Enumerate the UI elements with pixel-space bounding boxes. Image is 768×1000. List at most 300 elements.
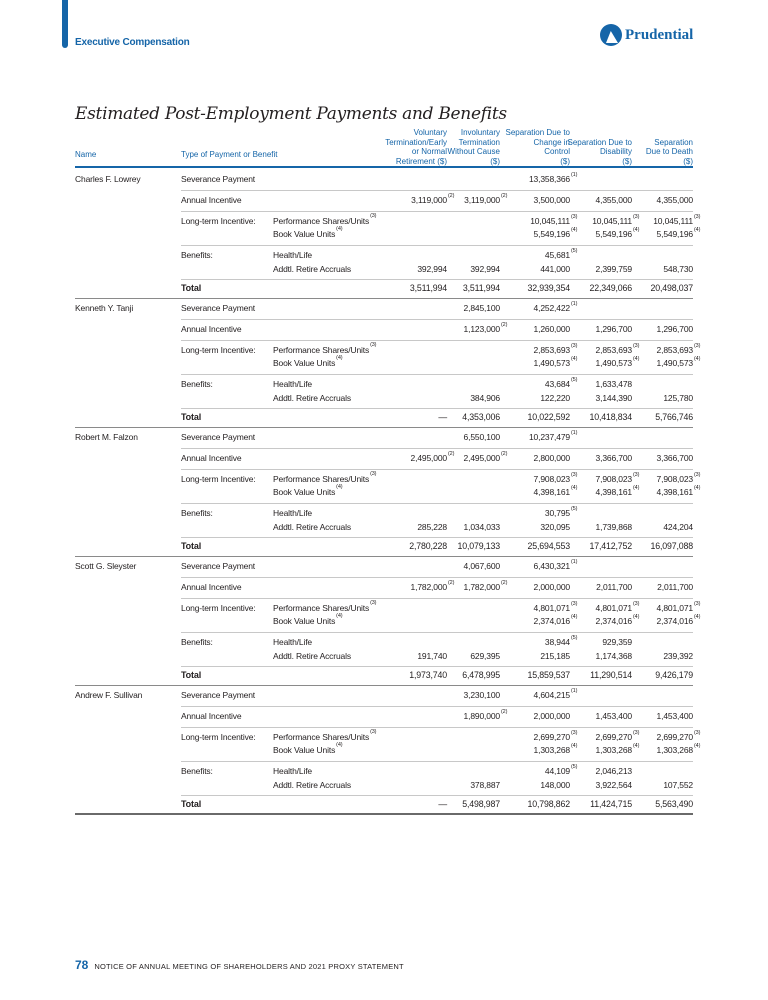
row-divider	[181, 503, 693, 504]
header-line: Termination	[458, 137, 500, 147]
value-cell	[533, 559, 578, 571]
value-cell	[595, 730, 640, 742]
value-text: 1,296,700	[656, 324, 693, 334]
row-label	[181, 283, 201, 293]
row-label	[181, 474, 255, 484]
footnote-ref: (3)	[370, 471, 377, 478]
value-cell	[533, 485, 578, 497]
footnote-ref: (3)	[633, 472, 640, 478]
value-text: 5,549,196	[533, 229, 570, 239]
value-text: 1,303,268	[533, 745, 570, 755]
executive-name: Scott G. Sleyster	[75, 561, 137, 571]
footnote-ref: (3)	[571, 214, 578, 220]
value-cell	[663, 264, 693, 274]
footnote-ref: (3)	[571, 730, 578, 736]
value-cell	[663, 393, 693, 403]
value-text: 1,260,000	[533, 324, 570, 334]
value-cell	[596, 651, 632, 661]
value-text: 441,000	[540, 264, 570, 274]
value-text: 1,453,400	[595, 711, 632, 721]
value-cell	[595, 356, 640, 368]
row-label	[181, 412, 201, 422]
page-footer	[75, 958, 404, 972]
row-divider	[181, 795, 693, 796]
value-cell	[464, 303, 500, 313]
value-cell	[527, 799, 570, 809]
value-text: 3,511,994	[462, 283, 500, 293]
value-cell	[410, 580, 455, 592]
value-text: 11,424,715	[590, 799, 632, 809]
label-text: Health/Life	[273, 508, 312, 518]
value-text: 929,359	[602, 637, 632, 647]
label-text: Severance Payment	[181, 174, 255, 184]
footnote-ref: (1)	[571, 430, 578, 436]
value-cell	[528, 430, 578, 442]
value-text: 7,908,023	[533, 474, 570, 484]
footnote-ref: (2)	[501, 709, 508, 715]
value-text: 1,453,400	[656, 711, 693, 721]
row-divider	[181, 408, 693, 409]
value-cell	[540, 651, 570, 661]
label-text: Book Value Units	[273, 358, 336, 368]
value-text: 7,908,023	[595, 474, 632, 484]
footnote-ref: (2)	[501, 193, 508, 199]
value-text: 4,398,161	[656, 487, 693, 497]
value-text: 125,780	[663, 393, 693, 403]
value-text: 5,549,196	[656, 229, 693, 239]
row-divider	[181, 211, 693, 212]
footnote-ref: (3)	[571, 601, 578, 607]
value-cell	[657, 453, 693, 463]
value-text: 2,000,000	[533, 582, 570, 592]
value-cell	[470, 780, 500, 790]
row-divider	[181, 577, 693, 578]
footnote-ref: (1)	[571, 688, 578, 694]
label-text: Total	[181, 541, 202, 551]
label-text: Book Value Units	[273, 229, 336, 239]
value-cell	[534, 453, 570, 463]
footnote-ref: (4)	[694, 356, 701, 362]
value-text: 392,994	[417, 264, 447, 274]
value-text: 1,490,573	[533, 358, 570, 368]
footnote-ref: (4)	[336, 226, 343, 233]
header-line: Voluntary	[413, 128, 447, 137]
row-sublabel	[273, 484, 343, 497]
value-cell	[410, 451, 455, 463]
row-label	[181, 379, 213, 389]
value-text: 44,109	[544, 766, 570, 776]
value-text: 1,034,033	[463, 522, 500, 532]
value-cell	[656, 227, 701, 239]
row-label	[181, 432, 255, 442]
value-text: 1,739,868	[595, 522, 632, 532]
row-label	[181, 670, 201, 680]
footnote-ref: (3)	[633, 730, 640, 736]
footnote-ref: (4)	[571, 485, 578, 491]
label-text: Benefits:	[181, 379, 213, 389]
value-text: 3,922,564	[595, 780, 632, 790]
value-cell	[534, 711, 570, 721]
footnote-ref: (4)	[633, 743, 640, 749]
value-cell	[533, 472, 578, 484]
footnote-ref: (4)	[336, 355, 343, 362]
row-sublabel	[273, 651, 351, 661]
footnote-ref: (3)	[571, 343, 578, 349]
label-text: Performance Shares/Units	[273, 603, 370, 613]
value-text: 148,000	[540, 780, 570, 790]
value-cell	[656, 730, 701, 742]
value-cell	[527, 412, 570, 422]
value-text: 4,353,006	[462, 412, 500, 422]
value-cell	[595, 227, 640, 239]
value-text: 2,011,700	[596, 582, 632, 592]
value-text: 10,798,862	[527, 799, 570, 809]
value-cell	[544, 764, 578, 776]
label-text: Performance Shares/Units	[273, 345, 370, 355]
value-text: 10,022,592	[527, 412, 570, 422]
footnote-ref: (4)	[694, 227, 701, 233]
label-text: Long-term Incentive:	[181, 732, 256, 742]
value-cell	[656, 601, 701, 613]
value-cell	[533, 301, 578, 313]
value-cell	[464, 193, 508, 205]
footnote-ref: (1)	[571, 301, 578, 307]
footnote-ref: (3)	[370, 600, 377, 607]
value-text: 38,944	[544, 637, 570, 647]
value-cell	[464, 561, 500, 571]
value-text: 3,230,100	[463, 690, 500, 700]
value-cell	[650, 541, 693, 551]
value-cell	[438, 799, 447, 809]
value-text: 392,994	[470, 264, 500, 274]
row-sublabel	[273, 250, 312, 260]
value-cell	[457, 541, 500, 551]
value-text: 45,681	[544, 250, 570, 260]
footnote-ref: (4)	[571, 614, 578, 620]
value-cell	[596, 195, 632, 205]
row-sublabel	[273, 393, 351, 403]
value-text: 2,800,000	[533, 453, 570, 463]
header-line: Separation Due to	[567, 137, 632, 147]
value-text: 13,358,366	[528, 174, 570, 184]
col-header-involuntary	[448, 128, 500, 166]
row-sublabel	[273, 742, 343, 755]
executive-name: Kenneth Y. Tanji	[75, 303, 134, 313]
executive-divider	[75, 813, 693, 815]
value-cell	[596, 453, 632, 463]
footnote-ref: (5)	[571, 248, 578, 254]
footnote-ref: (3)	[370, 342, 377, 349]
row-divider	[181, 245, 693, 246]
value-text: 4,355,000	[656, 195, 693, 205]
label-text: Total	[181, 799, 202, 809]
row-sublabel	[273, 213, 377, 226]
value-text: 1,490,573	[656, 358, 693, 368]
value-text: 4,355,000	[595, 195, 632, 205]
row-label	[181, 766, 213, 776]
value-text: 7,908,023	[656, 474, 693, 484]
header-line: Control	[544, 147, 570, 156]
value-text: 1,890,000	[463, 711, 500, 721]
label-text: Book Value Units	[273, 487, 336, 497]
value-cell	[463, 451, 508, 463]
executive-name: Andrew F. Sullivan	[75, 690, 143, 700]
executive-block	[0, 428, 768, 557]
row-sublabel	[273, 766, 312, 776]
value-cell	[527, 670, 570, 680]
footnote-ref: (4)	[633, 356, 640, 362]
label-text: Annual Incentive	[181, 453, 242, 463]
value-cell	[602, 637, 632, 647]
rock-logo-icon	[600, 24, 622, 46]
footnote-ref: (3)	[694, 343, 701, 349]
footnote-ref: (4)	[571, 356, 578, 362]
label-text: Health/Life	[273, 637, 312, 647]
value-text: 2,046,213	[595, 766, 632, 776]
header-line: ($)	[560, 156, 570, 166]
value-text: 2,011,700	[657, 582, 693, 592]
value-text: 10,079,133	[457, 541, 500, 551]
value-cell	[544, 635, 578, 647]
row-sublabel	[273, 522, 351, 532]
header-line: Separation Due to	[505, 128, 570, 137]
value-text: —	[438, 412, 447, 422]
label-text: Total	[181, 283, 202, 293]
value-cell	[589, 283, 632, 293]
value-text: 30,795	[544, 508, 570, 518]
value-text: 4,801,071	[533, 603, 570, 613]
footnote-ref: (4)	[571, 227, 578, 233]
label-text: Addtl. Retire Accruals	[273, 651, 351, 661]
value-text: —	[438, 799, 447, 809]
footnote-ref: (5)	[571, 764, 578, 770]
value-cell	[533, 614, 578, 626]
value-text: 1,296,700	[595, 324, 632, 334]
value-cell	[411, 193, 455, 205]
footnote-ref: (5)	[571, 635, 578, 641]
value-cell	[463, 709, 508, 721]
row-divider	[181, 632, 693, 633]
value-cell	[533, 688, 578, 700]
footnote-ref: (4)	[571, 743, 578, 749]
value-cell	[527, 283, 570, 293]
value-text: 285,228	[417, 522, 447, 532]
value-cell	[592, 214, 640, 226]
value-cell	[409, 541, 447, 551]
value-text: 9,426,179	[655, 670, 693, 680]
value-text: 3,119,000	[411, 195, 447, 205]
footnote-ref: (3)	[370, 729, 377, 736]
value-text: 378,887	[470, 780, 500, 790]
label-text: Performance Shares/Units	[273, 732, 370, 742]
value-cell	[533, 743, 578, 755]
value-cell	[540, 522, 570, 532]
row-label	[181, 561, 255, 571]
value-text: 10,237,479	[528, 432, 570, 442]
value-text: 2,845,100	[463, 303, 500, 313]
value-cell	[596, 766, 632, 776]
value-cell	[590, 670, 632, 680]
label-text: Health/Life	[273, 766, 312, 776]
row-divider	[181, 469, 693, 470]
value-text: 4,067,600	[463, 561, 500, 571]
value-text: 4,398,161	[533, 487, 570, 497]
value-text: 25,694,553	[527, 541, 570, 551]
executive-block	[0, 686, 768, 815]
value-text: 548,730	[663, 264, 693, 274]
row-divider	[181, 727, 693, 728]
value-cell	[533, 343, 578, 355]
row-label	[181, 216, 255, 226]
value-cell	[417, 651, 447, 661]
footnote-ref: (2)	[501, 451, 508, 457]
value-text: 2,495,000	[463, 453, 500, 463]
footnote-ref: (4)	[633, 227, 640, 233]
value-cell	[657, 324, 693, 334]
row-label	[181, 541, 201, 551]
label-text: Long-term Incentive:	[181, 216, 256, 226]
value-text: 1,303,268	[595, 745, 632, 755]
value-cell	[657, 711, 693, 721]
footnote-ref: (4)	[694, 743, 701, 749]
label-text: Total	[181, 412, 202, 422]
row-sublabel	[273, 508, 312, 518]
value-cell	[656, 614, 701, 626]
row-label	[181, 732, 255, 742]
value-text: 3,366,700	[656, 453, 693, 463]
label-text: Severance Payment	[181, 690, 255, 700]
footnote-ref: (3)	[633, 601, 640, 607]
label-text: Benefits:	[181, 637, 213, 647]
value-cell	[540, 780, 570, 790]
footnote-ref: (3)	[694, 730, 701, 736]
value-cell	[533, 730, 578, 742]
value-text: 2,853,693	[656, 345, 693, 355]
value-text: 215,185	[540, 651, 570, 661]
value-cell	[544, 248, 578, 260]
footnote-ref: (3)	[633, 343, 640, 349]
value-cell	[463, 283, 500, 293]
row-sublabel	[273, 780, 351, 790]
value-text: 2,780,228	[409, 541, 447, 551]
value-text: 43,684	[544, 379, 570, 389]
value-cell	[596, 393, 632, 403]
value-text: 1,782,000	[410, 582, 447, 592]
header-line: ($)	[490, 156, 500, 166]
header-line: Change in	[533, 137, 570, 147]
value-text: 2,374,016	[656, 616, 693, 626]
value-text: 122,220	[540, 393, 570, 403]
footnote-ref: (2)	[448, 451, 455, 457]
value-cell	[417, 522, 447, 532]
footer-text: NOTICE OF ANNUAL MEETING OF SHAREHOLDERS AND 2021 PROXY STATEMENT	[94, 962, 404, 971]
value-text: 15,859,537	[527, 670, 570, 680]
value-cell	[663, 780, 693, 790]
value-cell	[410, 283, 447, 293]
value-cell	[462, 670, 500, 680]
value-cell	[530, 214, 578, 226]
col-header-change-in-control	[506, 128, 571, 166]
header-line: Separation	[654, 137, 693, 147]
footnote-ref: (3)	[694, 601, 701, 607]
value-cell	[663, 522, 693, 532]
footnote-ref: (3)	[571, 472, 578, 478]
label-text: Benefits:	[181, 508, 213, 518]
value-text: 2,699,270	[656, 732, 693, 742]
footnote-ref: (4)	[694, 614, 701, 620]
value-cell	[595, 472, 640, 484]
value-cell	[596, 522, 632, 532]
value-text: 4,398,161	[595, 487, 632, 497]
value-cell	[533, 356, 578, 368]
label-text: Annual Incentive	[181, 711, 242, 721]
value-text: 1,782,000	[463, 582, 500, 592]
value-text: 2,699,270	[533, 732, 570, 742]
header-line: ($)	[683, 156, 693, 166]
label-text: Severance Payment	[181, 432, 255, 442]
value-text: 10,418,834	[589, 412, 632, 422]
label-text: Performance Shares/Units	[273, 216, 370, 226]
value-cell	[462, 799, 500, 809]
row-divider	[181, 537, 693, 538]
section-title: Executive Compensation	[75, 37, 190, 48]
value-text: 1,490,573	[595, 358, 632, 368]
value-cell	[533, 227, 578, 239]
value-text: 2,699,270	[595, 732, 632, 742]
value-text: 3,511,994	[409, 283, 447, 293]
footnote-ref: (3)	[633, 214, 640, 220]
value-text: 1,123,000	[463, 324, 500, 334]
header-line: Due to Death	[645, 147, 693, 156]
header-line: Without Cause	[447, 147, 500, 156]
footnote-ref: (2)	[501, 322, 508, 328]
value-text: 384,906	[470, 393, 500, 403]
row-label	[181, 711, 241, 721]
value-cell	[653, 214, 701, 226]
value-cell	[596, 582, 632, 592]
value-text: 2,853,693	[595, 345, 632, 355]
row-divider	[181, 598, 693, 599]
row-sublabel	[273, 613, 343, 626]
row-divider	[181, 706, 693, 707]
value-text: 1,633,478	[595, 379, 632, 389]
value-text: 191,740	[417, 651, 447, 661]
row-label	[181, 637, 213, 647]
value-cell	[438, 412, 447, 422]
value-text: 3,500,000	[533, 195, 570, 205]
label-text: Health/Life	[273, 250, 312, 260]
value-text: 4,801,071	[656, 603, 693, 613]
value-text: 16,097,088	[650, 541, 693, 551]
row-sublabel	[273, 342, 377, 355]
value-text: 1,303,268	[656, 745, 693, 755]
footnote-ref: (5)	[571, 377, 578, 383]
value-cell	[533, 601, 578, 613]
value-cell	[534, 582, 570, 592]
row-divider	[181, 279, 693, 280]
header-line: or Normal	[411, 147, 447, 156]
value-cell	[470, 393, 500, 403]
value-text: 5,766,746	[655, 412, 693, 422]
footnote-ref: (2)	[448, 580, 455, 586]
value-text: 2,000,000	[533, 711, 570, 721]
label-text: Total	[181, 670, 202, 680]
value-cell	[540, 393, 570, 403]
value-text: 107,552	[663, 780, 693, 790]
value-cell	[655, 799, 693, 809]
value-cell	[656, 743, 701, 755]
value-cell	[470, 264, 500, 274]
